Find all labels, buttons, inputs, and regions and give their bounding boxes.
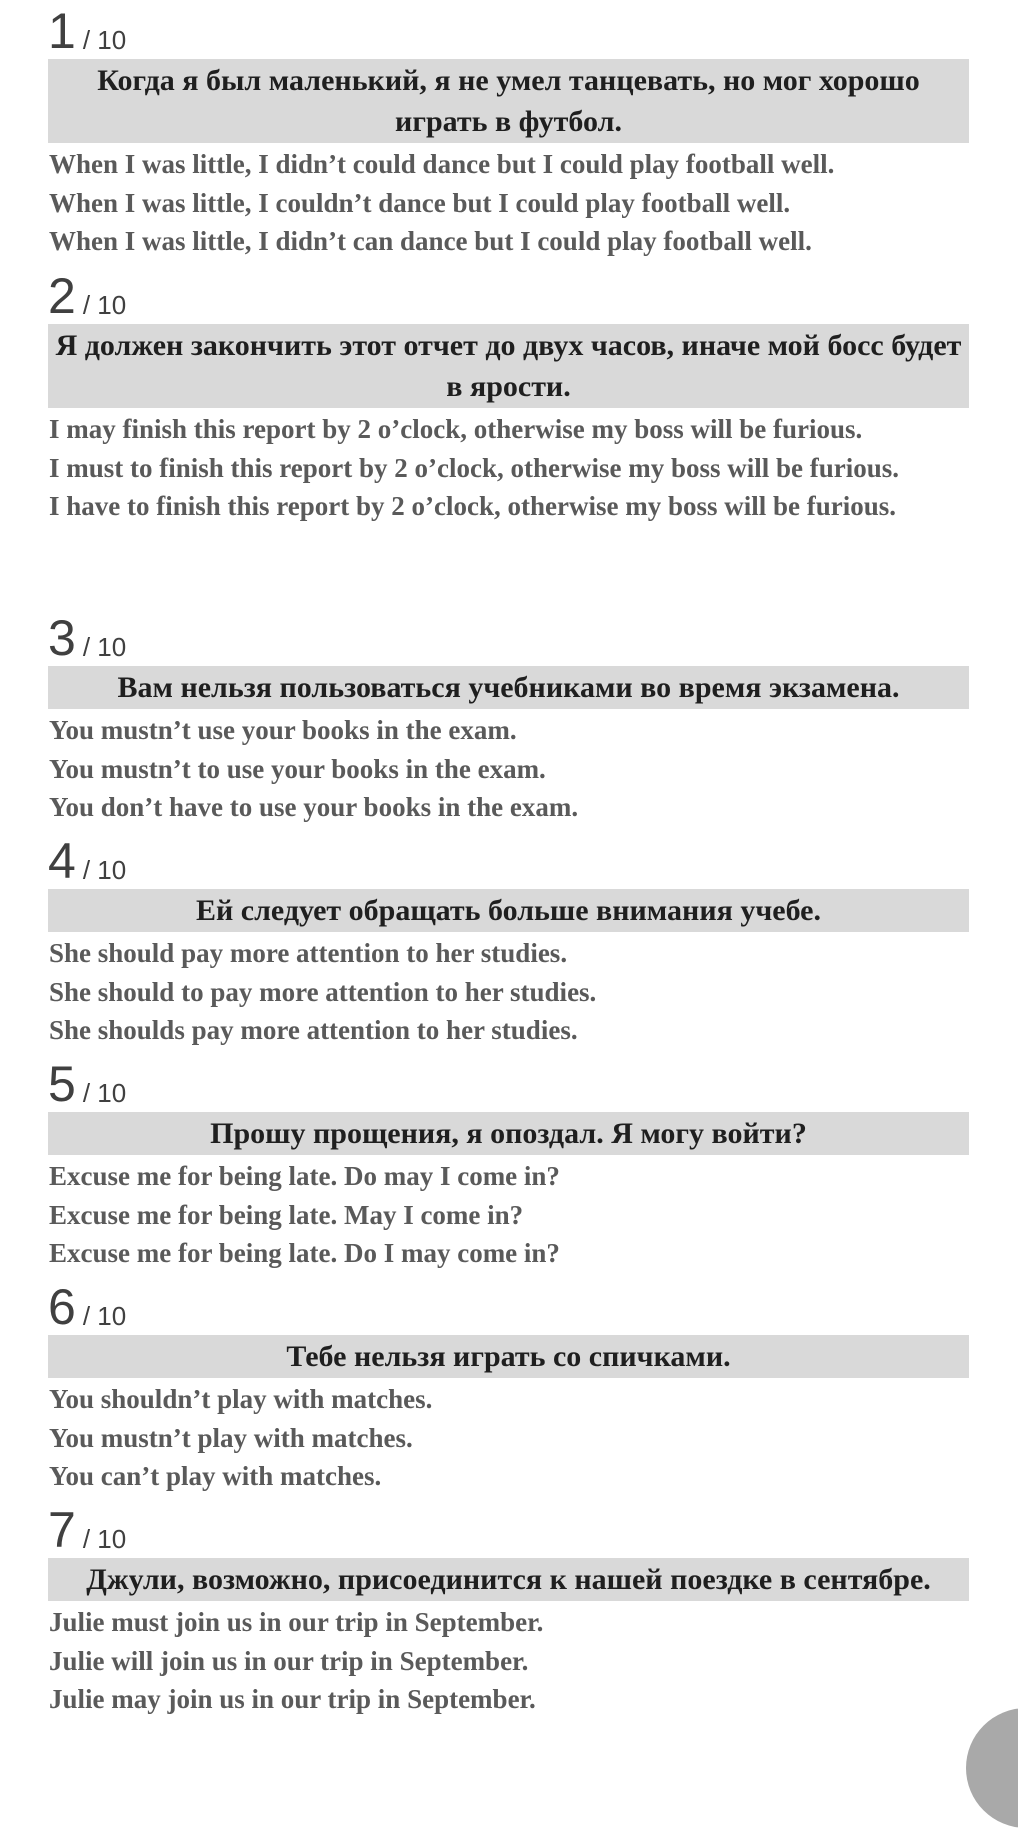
answer-options bbox=[48, 1603, 969, 1719]
question-number: 3 bbox=[48, 610, 75, 666]
answer-options bbox=[48, 145, 969, 261]
question-6 bbox=[48, 1276, 969, 1496]
answer-option[interactable]: You don’t have to use your books in the exam. bbox=[49, 792, 579, 822]
answer-options bbox=[48, 410, 969, 526]
question-prompt: Тебе нельзя играть со спичками. bbox=[48, 1335, 969, 1378]
answer-option[interactable]: When I was little, I didn’t can dance but I could play football well. bbox=[49, 226, 812, 256]
answer-option[interactable]: I have to finish this report by 2 o’clock, otherwise my boss will be furious. bbox=[49, 491, 897, 521]
question-number: 2 bbox=[48, 268, 75, 324]
answer-options bbox=[48, 1380, 969, 1496]
question-5 bbox=[48, 1053, 969, 1273]
answer-option[interactable]: You mustn’t play with matches. bbox=[49, 1422, 413, 1453]
question-header bbox=[48, 830, 969, 889]
answer-option[interactable]: Excuse me for being late. Do I may come in? bbox=[49, 1238, 560, 1268]
question-header bbox=[48, 1499, 969, 1558]
question-1 bbox=[48, 0, 969, 261]
answer-option[interactable]: You can’t play with matches. bbox=[49, 1461, 382, 1491]
question-prompt: Ей следует обращать больше внимания учебе. bbox=[48, 889, 969, 932]
answer-option[interactable]: She should pay more attention to her studies. bbox=[49, 938, 568, 968]
question-4 bbox=[48, 830, 969, 1050]
answer-option[interactable]: Julie may join us in our trip in September. bbox=[49, 1684, 536, 1714]
answer-option[interactable]: You shouldn’t play with matches. bbox=[49, 1384, 433, 1414]
question-3 bbox=[48, 607, 969, 827]
question-prompt: Я должен закончить этот отчет до двух часов, иначе мой босс будет в ярости. bbox=[48, 324, 969, 408]
floating-action-button[interactable] bbox=[966, 1708, 1018, 1828]
question-header bbox=[48, 265, 969, 324]
question-prompt: Когда я был маленький, я не умел танцевать, но мог хорошо играть в футбол. bbox=[48, 59, 969, 143]
answer-options bbox=[48, 711, 969, 827]
question-header bbox=[48, 1276, 969, 1335]
question-total: / 10 bbox=[82, 855, 127, 885]
answer-option[interactable]: I may finish this report by 2 o’clock, otherwise my boss will be furious. bbox=[49, 414, 863, 444]
answer-option[interactable]: I must to finish this report by 2 o’clock, otherwise my boss will be furious. bbox=[49, 452, 900, 483]
question-header bbox=[48, 1053, 969, 1112]
answer-option[interactable]: When I was little, I didn’t could dance but I could play football well. bbox=[49, 149, 835, 179]
answer-option[interactable]: When I was little, I couldn’t dance but I could play football well. bbox=[49, 187, 791, 218]
question-prompt: Джули, возможно, присоединится к нашей поездке в сентябре. bbox=[48, 1558, 969, 1601]
answer-options bbox=[48, 934, 969, 1050]
question-total: / 10 bbox=[82, 1301, 127, 1331]
question-2 bbox=[48, 265, 969, 526]
answer-option[interactable]: Julie will join us in our trip in September. bbox=[49, 1645, 529, 1676]
answer-option[interactable]: You mustn’t to use your books in the exam. bbox=[49, 753, 546, 784]
answer-options bbox=[48, 1157, 969, 1273]
answer-option[interactable]: She shoulds pay more attention to her studies. bbox=[49, 1015, 578, 1045]
question-total: / 10 bbox=[82, 632, 127, 662]
question-number: 7 bbox=[48, 1502, 75, 1558]
question-total: / 10 bbox=[82, 290, 127, 320]
answer-option[interactable]: You mustn’t use your books in the exam. bbox=[49, 715, 517, 745]
answer-option[interactable]: Excuse me for being late. Do may I come in? bbox=[49, 1161, 560, 1191]
question-total: / 10 bbox=[82, 25, 127, 55]
question-header bbox=[48, 607, 969, 666]
answer-option[interactable]: Julie must join us in our trip in September. bbox=[49, 1607, 544, 1637]
question-header bbox=[48, 0, 969, 59]
question-number: 1 bbox=[48, 3, 75, 59]
question-prompt: Вам нельзя пользоваться учебниками во время экзамена. bbox=[48, 666, 969, 709]
question-number: 6 bbox=[48, 1279, 75, 1335]
answer-option[interactable]: She should to pay more attention to her studies. bbox=[49, 976, 597, 1007]
answer-option[interactable]: Excuse me for being late. May I come in? bbox=[49, 1199, 524, 1230]
question-prompt: Прошу прощения, я опоздал. Я могу войти? bbox=[48, 1112, 969, 1155]
question-total: / 10 bbox=[82, 1524, 127, 1554]
question-7 bbox=[48, 1499, 969, 1719]
question-number: 5 bbox=[48, 1056, 75, 1112]
question-total: / 10 bbox=[82, 1078, 127, 1108]
question-number: 4 bbox=[48, 833, 75, 889]
